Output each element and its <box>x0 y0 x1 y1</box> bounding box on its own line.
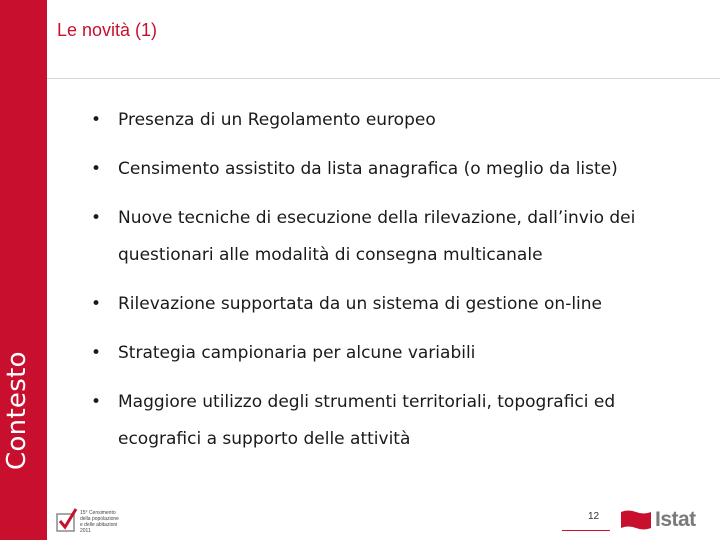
title-divider <box>47 78 720 79</box>
bullet-text: Strategia campionaria per alcune variabili <box>118 343 476 363</box>
bullet-item <box>86 200 646 274</box>
bullet-item <box>86 102 646 139</box>
bullet-marker: • <box>91 110 102 130</box>
bullet-marker: • <box>91 392 102 412</box>
page-number-rule <box>562 530 610 531</box>
census-logo-text: 15° Censimento della popolazione e delle abitazioni 2011 <box>80 510 119 534</box>
istat-flag-icon <box>620 509 652 531</box>
bullet-text: Censimento assistito da lista anagrafica (o meglio da liste) <box>118 159 618 179</box>
bullet-text: Maggiore utilizzo degli strumenti territoriali, topografici ed ecografici a supporto delle attività <box>118 392 616 449</box>
bullet-marker: • <box>91 343 102 363</box>
page-number: 12 <box>588 511 600 522</box>
istat-logo-text: Istat <box>655 508 696 531</box>
bullet-marker: • <box>91 294 102 314</box>
bullet-text: Rilevazione supportata da un sistema di gestione on-line <box>118 294 603 314</box>
bullet-item <box>86 335 646 372</box>
side-section-label: Contesto <box>2 351 32 470</box>
bullet-text: Nuove tecniche di esecuzione della rilevazione, dall’invio dei questionari alle modalità di consegna multicanale <box>118 208 636 265</box>
census-checkbox-icon <box>55 505 79 535</box>
bullet-text: Presenza di un Regolamento europeo <box>118 110 436 130</box>
slide-title: Le novità (1) <box>57 20 158 40</box>
istat-logo <box>620 508 696 532</box>
bullet-marker: • <box>91 159 102 179</box>
bullet-item <box>86 286 646 323</box>
bullet-item <box>86 384 646 458</box>
bullet-list <box>86 102 646 470</box>
bullet-marker: • <box>91 208 102 228</box>
bullet-item <box>86 151 646 188</box>
